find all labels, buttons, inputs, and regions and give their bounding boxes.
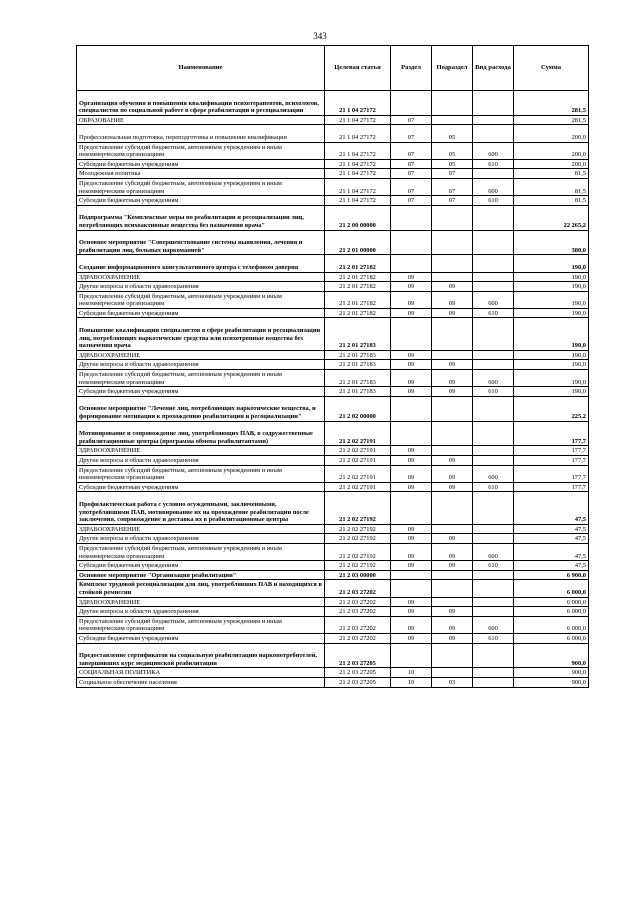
row-expense-type <box>473 115 514 125</box>
row-section: 09 <box>391 350 432 360</box>
row-name: Предоставление субсидий бюджетным, автономным учреждениям и иным некоммерческим организациям <box>77 291 325 308</box>
row-subsection <box>432 205 473 230</box>
row-sum: 81,5 <box>514 178 589 195</box>
row-section <box>391 580 432 597</box>
table-row <box>77 91 589 116</box>
row-section: 07 <box>391 159 432 169</box>
row-sum: 190,0 <box>514 255 589 272</box>
row-subsection: 09 <box>432 456 473 466</box>
row-target-article: 21 1 04 27172 <box>325 115 391 125</box>
row-subsection: 09 <box>432 607 473 617</box>
row-name: Повышение квалификации специалистов в сфере реабилитации и ресоциализации лиц, потребляющих наркотические средства или психотропные вещества без назначения врача <box>77 318 325 350</box>
table-row <box>77 142 589 159</box>
table-row <box>77 396 589 421</box>
row-name: Молодежная политика <box>77 169 325 179</box>
row-expense-type <box>473 282 514 292</box>
row-subsection <box>432 643 473 668</box>
row-target-article: 21 2 01 27183 <box>325 360 391 370</box>
row-section <box>391 570 432 580</box>
row-section: 09 <box>391 482 432 492</box>
row-target-article: 21 2 03 27202 <box>325 597 391 607</box>
row-section <box>391 205 432 230</box>
table-row <box>77 178 589 195</box>
row-target-article: 21 2 02 27192 <box>325 543 391 560</box>
row-subsection: 09 <box>432 633 473 643</box>
row-section: 09 <box>391 616 432 633</box>
row-target-article: 21 2 01 27182 <box>325 282 391 292</box>
table-row <box>77 570 589 580</box>
table-row <box>77 282 589 292</box>
row-section <box>391 643 432 668</box>
row-name: Основное мероприятие "Совершенствование системы выявления, лечения и реабилитации лиц, больных наркоманией" <box>77 230 325 255</box>
row-sum: 47,5 <box>514 543 589 560</box>
row-expense-type <box>473 396 514 421</box>
row-subsection <box>432 350 473 360</box>
row-name: Другие вопросы в области здравоохранения <box>77 360 325 370</box>
row-target-article: 21 2 01 27182 <box>325 308 391 318</box>
row-target-article: 21 1 04 27172 <box>325 178 391 195</box>
row-sum: 47,5 <box>514 534 589 544</box>
row-sum: 6 000,0 <box>514 607 589 617</box>
row-section: 09 <box>391 360 432 370</box>
table-row <box>77 387 589 397</box>
row-target-article: 21 1 04 27172 <box>325 142 391 159</box>
row-target-article: 21 2 01 27182 <box>325 272 391 282</box>
row-name: Создание информационного консультативного центра с телефоном доверия <box>77 255 325 272</box>
row-expense-type: 600 <box>473 142 514 159</box>
row-sum: 177,7 <box>514 465 589 482</box>
row-subsection <box>432 230 473 255</box>
row-expense-type <box>473 677 514 687</box>
row-target-article: 21 2 03 00000 <box>325 570 391 580</box>
row-name: ЗДРАВООХРАНЕНИЕ <box>77 597 325 607</box>
row-expense-type <box>473 350 514 360</box>
row-expense-type <box>473 230 514 255</box>
row-sum: 177,7 <box>514 482 589 492</box>
row-name: Другие вопросы в области здравоохранения <box>77 534 325 544</box>
row-target-article: 21 2 03 27205 <box>325 668 391 678</box>
row-section: 09 <box>391 597 432 607</box>
row-subsection: 07 <box>432 196 473 206</box>
row-sum: 200,0 <box>514 142 589 159</box>
row-target-article: 21 2 01 27183 <box>325 318 391 350</box>
row-expense-type: 600 <box>473 465 514 482</box>
row-subsection: 07 <box>432 169 473 179</box>
row-expense-type: 600 <box>473 370 514 387</box>
row-sum: 190,0 <box>514 291 589 308</box>
row-section: 09 <box>391 561 432 571</box>
table-row <box>77 465 589 482</box>
row-subsection <box>432 255 473 272</box>
row-sum: 281,5 <box>514 115 589 125</box>
row-target-article: 21 2 03 27205 <box>325 677 391 687</box>
table-header-row <box>77 46 589 91</box>
row-section: 09 <box>391 446 432 456</box>
row-target-article: 21 2 02 27191 <box>325 482 391 492</box>
row-expense-type <box>473 524 514 534</box>
row-expense-type: 600 <box>473 543 514 560</box>
row-name: Другие вопросы в области здравоохранения <box>77 456 325 466</box>
row-sum: 900,0 <box>514 668 589 678</box>
row-target-article: 21 2 02 27192 <box>325 524 391 534</box>
row-target-article: 21 2 02 27191 <box>325 456 391 466</box>
table-row <box>77 318 589 350</box>
row-subsection <box>432 597 473 607</box>
row-section: 09 <box>391 524 432 534</box>
table-row <box>77 607 589 617</box>
row-expense-type <box>473 125 514 142</box>
row-sum: 177,7 <box>514 456 589 466</box>
row-subsection: 09 <box>432 534 473 544</box>
row-name: Основное мероприятие "Организация реабилитации" <box>77 570 325 580</box>
row-sum: 47,5 <box>514 561 589 571</box>
row-target-article: 21 1 04 27172 <box>325 125 391 142</box>
row-expense-type <box>473 421 514 446</box>
row-sum: 6 000,0 <box>514 597 589 607</box>
row-name: Предоставление субсидий бюджетным, автономным учреждениям и иным некоммерческим организациям <box>77 543 325 560</box>
row-expense-type <box>473 318 514 350</box>
row-target-article: 21 2 01 00000 <box>325 230 391 255</box>
row-section <box>391 396 432 421</box>
row-sum: 81,5 <box>514 169 589 179</box>
row-target-article: 21 1 04 27172 <box>325 159 391 169</box>
row-expense-type <box>473 360 514 370</box>
row-sum: 225,2 <box>514 396 589 421</box>
row-subsection: 09 <box>432 308 473 318</box>
row-sum: 177,7 <box>514 446 589 456</box>
row-section: 07 <box>391 178 432 195</box>
row-sum: 190,0 <box>514 350 589 360</box>
row-name: Предоставление субсидий бюджетным, автономным учреждениям и иным некоммерческим организациям <box>77 616 325 633</box>
row-sum: 200,0 <box>514 125 589 142</box>
row-expense-type <box>473 570 514 580</box>
row-expense-type <box>473 169 514 179</box>
row-sum: 22 265,2 <box>514 205 589 230</box>
row-subsection: 09 <box>432 543 473 560</box>
table-row <box>77 291 589 308</box>
row-sum: 6 000,0 <box>514 616 589 633</box>
table-row <box>77 561 589 571</box>
row-name: Субсидии бюджетным учреждениям <box>77 561 325 571</box>
row-sum: 190,0 <box>514 318 589 350</box>
row-subsection: 09 <box>432 482 473 492</box>
row-sum: 190,0 <box>514 282 589 292</box>
row-name: Предоставление сертификатов на социальную реабилитацию наркопотребителей, завершивших курс медицинской реабилитации <box>77 643 325 668</box>
row-section: 09 <box>391 308 432 318</box>
row-expense-type <box>473 643 514 668</box>
row-section: 09 <box>391 272 432 282</box>
table-row <box>77 616 589 633</box>
row-name: Субсидии бюджетным учреждениям <box>77 387 325 397</box>
row-sum: 200,0 <box>514 159 589 169</box>
row-expense-type <box>473 534 514 544</box>
row-expense-type <box>473 580 514 597</box>
row-section: 09 <box>391 291 432 308</box>
row-expense-type: 610 <box>473 308 514 318</box>
table-row <box>77 677 589 687</box>
row-section: 10 <box>391 668 432 678</box>
row-target-article: 21 2 00 00000 <box>325 205 391 230</box>
row-expense-type <box>473 255 514 272</box>
header-target-article: Целевая статья <box>325 46 391 91</box>
row-sum: 190,0 <box>514 360 589 370</box>
row-subsection <box>432 272 473 282</box>
row-section: 07 <box>391 115 432 125</box>
row-section: 09 <box>391 465 432 482</box>
row-name: СОЦИАЛЬНАЯ ПОЛИТИКА <box>77 668 325 678</box>
row-section <box>391 492 432 524</box>
row-name: Комплекс трудовой ресоциализации для лиц, употреблявших ПАВ и находящихся в стойкой ремиссии <box>77 580 325 597</box>
row-target-article: 21 2 02 27192 <box>325 492 391 524</box>
row-expense-type <box>473 91 514 116</box>
row-expense-type <box>473 272 514 282</box>
row-subsection <box>432 396 473 421</box>
table-row <box>77 159 589 169</box>
row-section: 10 <box>391 677 432 687</box>
row-name: ЗДРАВООХРАНЕНИЕ <box>77 524 325 534</box>
row-section <box>391 318 432 350</box>
row-name: Предоставление субсидий бюджетным, автономным учреждениям и иным некоммерческим организациям <box>77 465 325 482</box>
row-section <box>391 421 432 446</box>
row-target-article: 21 1 04 27172 <box>325 91 391 116</box>
row-subsection: 07 <box>432 178 473 195</box>
row-subsection: 03 <box>432 677 473 687</box>
row-subsection <box>432 421 473 446</box>
row-sum: 47,5 <box>514 524 589 534</box>
row-subsection: 09 <box>432 291 473 308</box>
row-sum: 190,0 <box>514 308 589 318</box>
row-target-article: 21 2 02 27192 <box>325 561 391 571</box>
table-row <box>77 482 589 492</box>
header-expense-type: Вид расхода <box>473 46 514 91</box>
table-row <box>77 421 589 446</box>
row-subsection <box>432 492 473 524</box>
header-sum: Сумма <box>514 46 589 91</box>
table-row <box>77 308 589 318</box>
table-row <box>77 643 589 668</box>
row-expense-type <box>473 446 514 456</box>
row-subsection: 05 <box>432 159 473 169</box>
row-expense-type: 600 <box>473 178 514 195</box>
table-row <box>77 196 589 206</box>
row-name: Субсидии бюджетным учреждениям <box>77 159 325 169</box>
table-row <box>77 255 589 272</box>
row-name: Субсидии бюджетным учреждениям <box>77 482 325 492</box>
row-sum: 47,5 <box>514 492 589 524</box>
row-name: Профессиональная подготовка, переподготовка и повышение квалификации <box>77 125 325 142</box>
page-number: 343 <box>313 31 327 41</box>
row-sum: 190,0 <box>514 387 589 397</box>
row-target-article: 21 2 03 27202 <box>325 580 391 597</box>
row-expense-type <box>473 607 514 617</box>
table-row <box>77 543 589 560</box>
row-subsection <box>432 668 473 678</box>
row-name: Другие вопросы в области здравоохранения <box>77 282 325 292</box>
header-section: Раздел <box>391 46 432 91</box>
row-section <box>391 255 432 272</box>
row-target-article: 21 2 03 27202 <box>325 607 391 617</box>
row-name: Предоставление субсидий бюджетным, автономным учреждениям и иным некоммерческим организациям <box>77 178 325 195</box>
row-sum: 190,0 <box>514 272 589 282</box>
row-subsection <box>432 115 473 125</box>
table-row <box>77 580 589 597</box>
row-sum: 900,0 <box>514 677 589 687</box>
row-name: Подпрограмма "Комплексные меры по реабилитации и ресоциализации лиц, потребляющих психоактивные вещества без назначения врача" <box>77 205 325 230</box>
row-sum: 281,5 <box>514 91 589 116</box>
row-expense-type: 610 <box>473 387 514 397</box>
row-section <box>391 91 432 116</box>
row-name: Профилактическая работа с условно осужденными, заключенными, употреблявшими ПАВ, мотивирование их на прохождение реабилитации после заключения, сопровождение и доставка их в реабилитационные центры <box>77 492 325 524</box>
row-subsection <box>432 570 473 580</box>
row-subsection <box>432 446 473 456</box>
row-name: Основное мероприятие "Лечение лиц, потребляющих наркотические вещества, и формирование мотивации к прохождению реабилитации и ресоциализации" <box>77 396 325 421</box>
row-target-article: 21 2 02 27191 <box>325 446 391 456</box>
row-target-article: 21 2 03 27202 <box>325 616 391 633</box>
row-sum: 81,5 <box>514 196 589 206</box>
row-subsection <box>432 318 473 350</box>
row-section <box>391 230 432 255</box>
row-expense-type: 610 <box>473 482 514 492</box>
row-sum: 6 900,0 <box>514 570 589 580</box>
row-section: 07 <box>391 142 432 159</box>
row-sum: 6 000,0 <box>514 580 589 597</box>
row-expense-type: 610 <box>473 561 514 571</box>
row-name: Мотивирование и сопровождение лиц, употребляющих ПАВ, в содружественные реабилитационные центры (программа обмена реабилитантами) <box>77 421 325 446</box>
budget-table <box>76 45 589 688</box>
row-subsection <box>432 91 473 116</box>
row-subsection: 09 <box>432 387 473 397</box>
row-name: ЗДРАВООХРАНЕНИЕ <box>77 272 325 282</box>
row-name: Предоставление субсидий бюджетным, автономным учреждениям и иным некоммерческим организациям <box>77 370 325 387</box>
row-subsection: 09 <box>432 561 473 571</box>
row-subsection: 05 <box>432 125 473 142</box>
table-row <box>77 633 589 643</box>
row-section: 09 <box>391 456 432 466</box>
table-row <box>77 456 589 466</box>
row-target-article: 21 2 01 27183 <box>325 387 391 397</box>
row-section: 09 <box>391 633 432 643</box>
row-target-article: 21 2 01 27182 <box>325 291 391 308</box>
row-expense-type <box>473 668 514 678</box>
row-name: Другие вопросы в области здравоохранения <box>77 607 325 617</box>
row-subsection: 09 <box>432 370 473 387</box>
row-name: ЗДРАВООХРАНЕНИЕ <box>77 350 325 360</box>
row-subsection <box>432 524 473 534</box>
row-section: 09 <box>391 282 432 292</box>
table-row <box>77 205 589 230</box>
row-section: 09 <box>391 534 432 544</box>
table-row <box>77 668 589 678</box>
row-name: Субсидии бюджетным учреждениям <box>77 308 325 318</box>
row-name: Субсидии бюджетным учреждениям <box>77 633 325 643</box>
row-target-article: 21 1 04 27172 <box>325 196 391 206</box>
row-expense-type: 610 <box>473 633 514 643</box>
table-row <box>77 350 589 360</box>
row-subsection: 09 <box>432 282 473 292</box>
table-row <box>77 370 589 387</box>
table-row <box>77 272 589 282</box>
row-name: Организация обучения и повышения квалификации психотерапевтов, психологов, специалистов по социальной работе в сфере реабилитации и ресоциализации <box>77 91 325 116</box>
row-target-article: 21 2 02 27191 <box>325 465 391 482</box>
table-row <box>77 446 589 456</box>
row-name: ОБРАЗОВАНИЕ <box>77 115 325 125</box>
row-target-article: 21 2 01 27183 <box>325 370 391 387</box>
row-expense-type <box>473 597 514 607</box>
row-sum: 6 000,0 <box>514 633 589 643</box>
row-target-article: 21 1 04 27172 <box>325 169 391 179</box>
table-row <box>77 115 589 125</box>
row-section: 09 <box>391 387 432 397</box>
table-row <box>77 534 589 544</box>
row-target-article: 21 2 03 27202 <box>325 633 391 643</box>
row-section: 09 <box>391 370 432 387</box>
row-expense-type: 600 <box>473 616 514 633</box>
row-expense-type: 610 <box>473 159 514 169</box>
row-target-article: 21 2 01 27183 <box>325 350 391 360</box>
row-section: 07 <box>391 125 432 142</box>
row-target-article: 21 2 02 27191 <box>325 421 391 446</box>
header-subsection: Подраздел <box>432 46 473 91</box>
row-target-article: 21 2 02 27192 <box>325 534 391 544</box>
row-subsection: 09 <box>432 360 473 370</box>
row-sum: 380,0 <box>514 230 589 255</box>
table-body <box>77 91 589 688</box>
row-expense-type: 610 <box>473 196 514 206</box>
table-row <box>77 524 589 534</box>
row-subsection <box>432 580 473 597</box>
row-section: 07 <box>391 196 432 206</box>
table-row <box>77 230 589 255</box>
row-section: 09 <box>391 543 432 560</box>
row-name: Предоставление субсидий бюджетным, автономным учреждениям и иным некоммерческим организациям <box>77 142 325 159</box>
table-row <box>77 125 589 142</box>
table-row <box>77 492 589 524</box>
row-name: Субсидии бюджетным учреждениям <box>77 196 325 206</box>
row-sum: 900,0 <box>514 643 589 668</box>
row-subsection: 09 <box>432 616 473 633</box>
table-row <box>77 597 589 607</box>
row-subsection: 09 <box>432 465 473 482</box>
row-expense-type <box>473 492 514 524</box>
row-sum: 177,7 <box>514 421 589 446</box>
row-expense-type <box>473 456 514 466</box>
row-target-article: 21 2 02 00000 <box>325 396 391 421</box>
row-target-article: 21 2 03 27205 <box>325 643 391 668</box>
row-name: ЗДРАВООХРАНЕНИЕ <box>77 446 325 456</box>
row-expense-type: 600 <box>473 291 514 308</box>
row-section: 09 <box>391 607 432 617</box>
row-name: Социальное обеспечение населения <box>77 677 325 687</box>
table-row <box>77 169 589 179</box>
row-target-article: 21 2 01 27182 <box>325 255 391 272</box>
table-row <box>77 360 589 370</box>
row-subsection: 05 <box>432 142 473 159</box>
header-name: Наименование <box>77 46 325 91</box>
row-sum: 190,0 <box>514 370 589 387</box>
row-section: 07 <box>391 169 432 179</box>
row-expense-type <box>473 205 514 230</box>
